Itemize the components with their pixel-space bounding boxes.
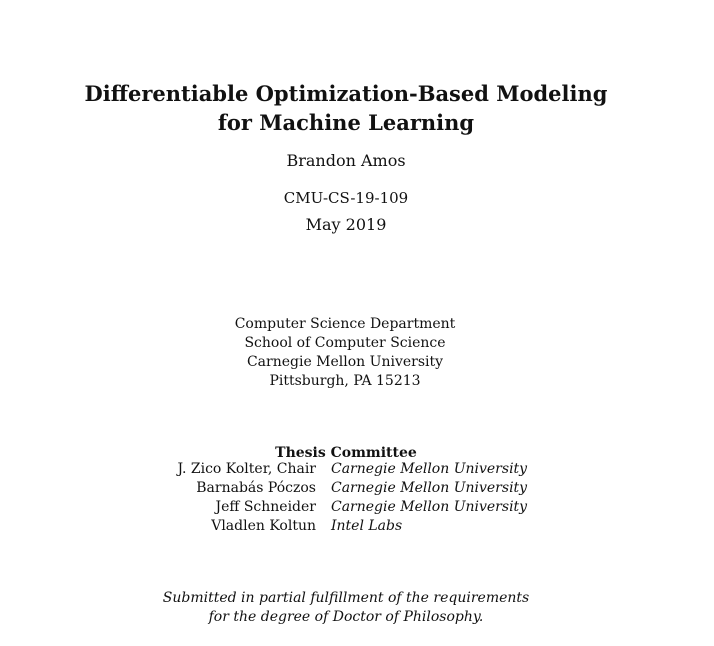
thesis-title-line-1: Differentiable Optimization-Based Modeling	[84, 81, 608, 106]
report-number: CMU-CS-19-109	[283, 189, 409, 207]
member-name: Vladlen Koltun	[211, 518, 316, 534]
committee-member	[0, 479, 714, 498]
committee-member	[0, 517, 714, 536]
submission-line-2: for the degree of Doctor of Philosophy.	[208, 609, 484, 625]
school: School of Computer Science	[244, 335, 446, 351]
member-affiliation: Carnegie Mellon University	[331, 461, 528, 477]
university: Carnegie Mellon University	[246, 354, 444, 370]
submission-statement	[0, 589, 692, 627]
committee-member	[0, 498, 714, 517]
member-affiliation: Carnegie Mellon University	[331, 499, 528, 515]
member-affiliation: Intel Labs	[331, 518, 403, 534]
department: Computer Science Department	[234, 316, 456, 332]
member-name: Barnabás Póczos	[196, 480, 316, 496]
committee-member	[0, 460, 714, 479]
member-name: J. Zico Kolter, Chair	[177, 461, 316, 477]
author-name: Brandon Amos	[286, 151, 406, 170]
location: Pittsburgh, PA 15213	[269, 373, 421, 389]
member-affiliation: Carnegie Mellon University	[331, 480, 528, 496]
thesis-title-line-2: for Machine Learning	[217, 110, 475, 135]
committee-heading: Thesis Committee	[275, 445, 417, 461]
institution-block	[0, 315, 690, 391]
member-name: Jeff Schneider	[215, 499, 316, 515]
submission-line-1: Submitted in partial fulfillment of the requirements	[162, 590, 530, 606]
publication-date: May 2019	[305, 215, 387, 234]
